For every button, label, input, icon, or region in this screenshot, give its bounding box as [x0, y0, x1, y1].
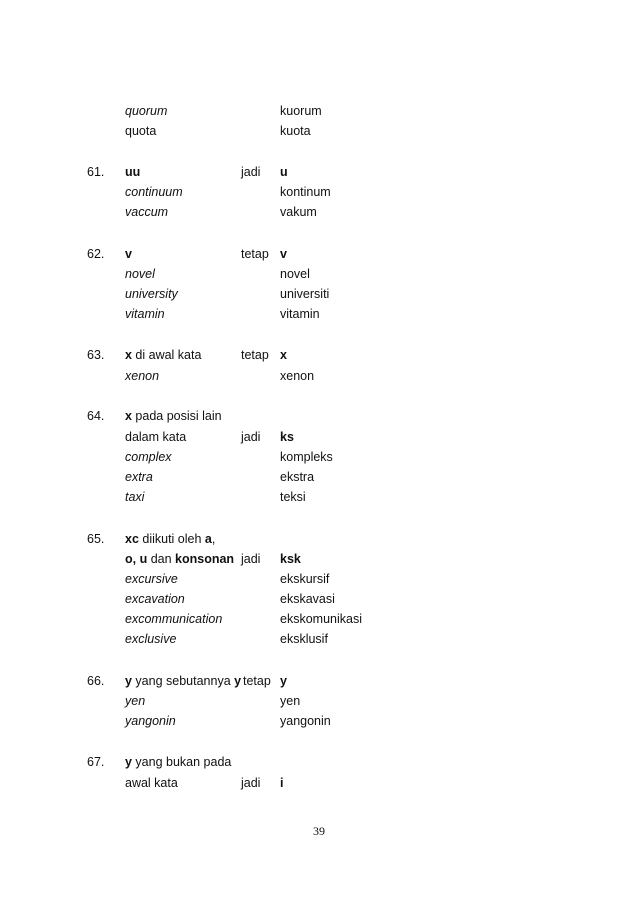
target-word: kontinum	[280, 185, 331, 199]
example-row	[0, 711, 638, 731]
rule-result: ksk	[280, 552, 301, 566]
rule-number: 66.	[87, 674, 105, 688]
rule-letter: y	[125, 674, 132, 688]
rule-row-67-cont	[0, 773, 638, 793]
example-row	[0, 121, 638, 141]
target-word: ekskursif	[280, 572, 330, 586]
rule-letter: y	[234, 674, 242, 688]
rule-letter: x	[125, 348, 132, 362]
source-word: exclusive	[125, 632, 177, 646]
rule-number: 65.	[87, 532, 105, 546]
source-word: extra	[125, 470, 153, 484]
source-word: novel	[125, 267, 155, 281]
example-row	[0, 569, 638, 589]
source-word: complex	[125, 450, 172, 464]
rule-text: v	[125, 247, 132, 261]
rule-letter: y	[125, 755, 132, 769]
rule-action: tetap	[241, 247, 269, 261]
rule-action: jadi	[241, 776, 261, 790]
rule-row-64-cont	[0, 427, 638, 447]
rule-text	[125, 345, 201, 365]
rule-number: 63.	[87, 348, 105, 362]
target-word: ekstra	[280, 470, 315, 484]
rule-text-line2	[125, 549, 234, 569]
example-row	[0, 202, 638, 222]
target-word: novel	[280, 267, 310, 281]
rule-number: 67.	[87, 755, 105, 769]
source-word: excommunication	[125, 612, 223, 626]
rule-text	[125, 406, 222, 426]
rule-letter: x	[125, 409, 132, 423]
rule-result: i	[280, 776, 284, 790]
rule-row-62	[0, 244, 638, 264]
rule-result: y	[280, 674, 287, 688]
target-word: vitamin	[280, 307, 320, 321]
rule-row-61	[0, 162, 638, 182]
rule-text	[125, 529, 215, 549]
rule-action: jadi	[241, 165, 261, 179]
rule-result: ks	[280, 430, 294, 444]
rule-letter: a	[204, 532, 212, 546]
rule-result: x	[280, 348, 287, 362]
target-word: universiti	[280, 287, 330, 301]
rule-text	[125, 752, 231, 772]
rule-description-line2: awal kata	[125, 776, 178, 790]
rule-row-66	[0, 671, 638, 691]
rule-row-64	[0, 406, 638, 426]
source-word: yangonin	[125, 714, 176, 728]
target-word: kuota	[280, 124, 311, 138]
target-word: yen	[280, 694, 301, 708]
target-word: eksklusif	[280, 632, 328, 646]
rule-description: dan	[147, 552, 176, 566]
rule-action: jadi	[241, 552, 261, 566]
rule-letters: o, u	[125, 552, 148, 566]
rule-description: di awal kata	[131, 348, 202, 362]
rule-row-65	[0, 529, 638, 549]
rule-description: pada posisi lain	[131, 409, 222, 423]
target-word: ekskavasi	[280, 592, 335, 606]
source-word: continuum	[125, 185, 183, 199]
example-row	[0, 284, 638, 304]
example-row	[0, 264, 638, 284]
example-row	[0, 182, 638, 202]
source-word: university	[125, 287, 178, 301]
target-word: ekskomunikasi	[280, 612, 362, 626]
rule-description: diikuti oleh	[138, 532, 205, 546]
target-word: kompleks	[280, 450, 333, 464]
target-word: kuorum	[280, 104, 322, 118]
source-word: quorum	[125, 104, 168, 118]
rule-row-67	[0, 752, 638, 772]
example-row	[0, 447, 638, 467]
page-number: 39	[313, 824, 325, 838]
source-word: quota	[125, 124, 157, 138]
example-row	[0, 304, 638, 324]
example-row	[0, 609, 638, 629]
rule-number: 62.	[87, 247, 105, 261]
rule-number: 61.	[87, 165, 105, 179]
rule-action: tetap	[243, 674, 271, 688]
rule-description-line2: dalam kata	[125, 430, 187, 444]
rule-text: uu	[125, 165, 141, 179]
source-word: vitamin	[125, 307, 165, 321]
rule-result: u	[280, 165, 288, 179]
source-word: excavation	[125, 592, 185, 606]
rule-text	[125, 671, 241, 691]
rule-action: tetap	[241, 348, 269, 362]
rule-letters: xc	[125, 532, 139, 546]
source-word: excursive	[125, 572, 178, 586]
target-word: teksi	[280, 490, 306, 504]
source-word: xenon	[125, 369, 160, 383]
target-word: xenon	[280, 369, 315, 383]
rule-punct: ,	[211, 532, 216, 546]
example-row	[0, 467, 638, 487]
source-word: vaccum	[125, 205, 169, 219]
example-row	[0, 366, 638, 386]
target-word: vakum	[280, 205, 317, 219]
rule-number: 64.	[87, 409, 105, 423]
rule-keyword: konsonan	[175, 552, 235, 566]
rule-row-65-cont	[0, 549, 638, 569]
source-word: taxi	[125, 490, 145, 504]
example-row	[0, 691, 638, 711]
target-word: yangonin	[280, 714, 331, 728]
source-word: yen	[125, 694, 146, 708]
example-row	[0, 589, 638, 609]
rule-row-63	[0, 345, 638, 365]
example-row	[0, 629, 638, 649]
rule-description: yang sebutannya	[131, 674, 235, 688]
rule-result: v	[280, 247, 287, 261]
rule-description: yang bukan pada	[131, 755, 232, 769]
example-row	[0, 487, 638, 507]
example-row	[0, 101, 638, 121]
rule-action: jadi	[241, 430, 261, 444]
